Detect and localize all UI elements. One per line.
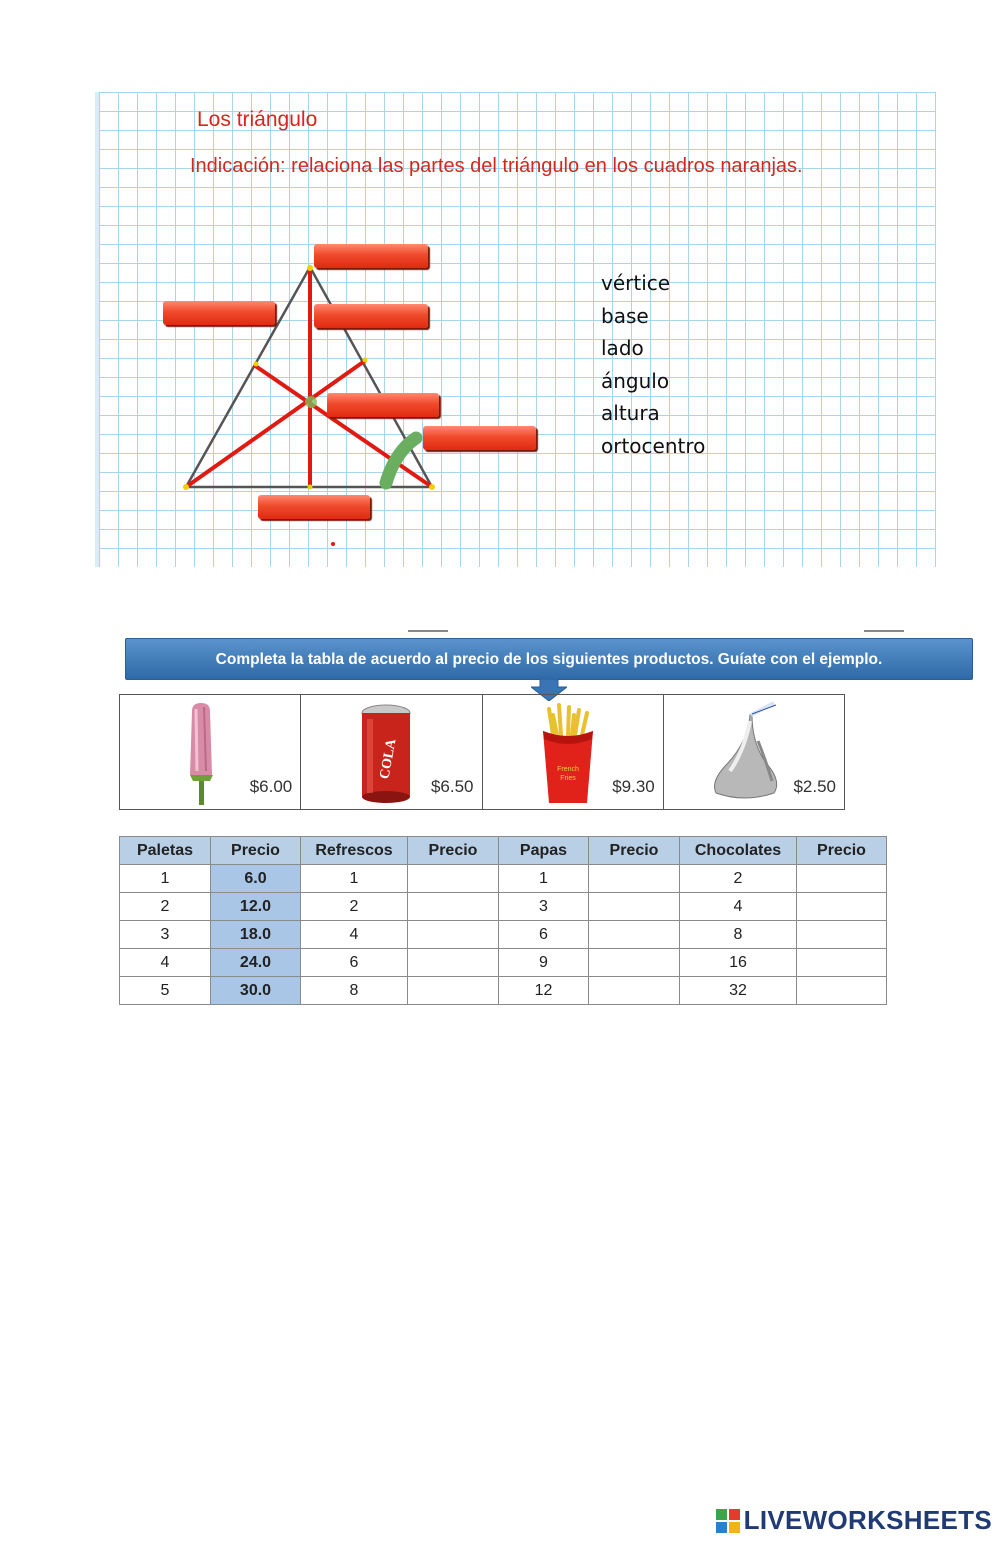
drop-box-1[interactable] [314, 244, 428, 268]
product-price: $9.30 [612, 777, 655, 796]
french-fries-icon [523, 701, 613, 805]
word-item[interactable]: ortocentro [601, 433, 706, 458]
brand-name: LIVEWORKSHEETS [743, 1505, 992, 1535]
drop-box-4[interactable] [327, 393, 439, 417]
table-row [120, 865, 887, 893]
example-price-cell: 18.0 [211, 921, 301, 949]
table-cell: 6 [301, 949, 408, 977]
table-cell: 2 [680, 865, 797, 893]
table-cell: 32 [680, 977, 797, 1005]
answer-cell[interactable] [589, 865, 680, 893]
table-row [120, 977, 887, 1005]
answer-cell[interactable] [408, 949, 499, 977]
answer-cell[interactable] [797, 865, 887, 893]
brand-footer [716, 1505, 992, 1536]
drop-box-3[interactable] [314, 304, 428, 328]
example-price-cell: 24.0 [211, 949, 301, 977]
header-cell: Papas [499, 837, 589, 865]
svg-text:Fries: Fries [559, 775, 576, 782]
drop-box-6[interactable] [258, 495, 370, 519]
table-cell: 3 [120, 921, 211, 949]
answer-cell[interactable] [797, 921, 887, 949]
banner-tick-left [408, 630, 448, 632]
popsicle-icon [160, 701, 250, 805]
price-table [119, 836, 887, 1005]
table-cell: 1 [301, 865, 408, 893]
answer-cell[interactable] [589, 949, 680, 977]
answer-cell[interactable] [589, 921, 680, 949]
table-cell: 2 [301, 893, 408, 921]
answer-cell[interactable] [408, 977, 499, 1005]
answer-cell[interactable] [408, 921, 499, 949]
product-price: $2.50 [793, 777, 836, 796]
svg-text:French: French [556, 766, 579, 773]
product-card [301, 695, 482, 809]
product-price: $6.50 [430, 777, 474, 796]
worksheet-title: Los triángulo [197, 108, 318, 131]
table-header-row [120, 837, 887, 865]
product-card [483, 695, 664, 809]
table-row [120, 893, 887, 921]
answer-cell[interactable] [589, 977, 680, 1005]
table-cell: 5 [120, 977, 211, 1005]
header-cell: Precio [589, 837, 680, 865]
products-strip [119, 694, 845, 810]
answer-cell[interactable] [797, 949, 887, 977]
soda-can-icon [341, 701, 431, 805]
banner-tick-right [864, 630, 904, 632]
svg-text:COLA: COLA [377, 737, 400, 781]
word-item[interactable]: vértice [601, 271, 671, 295]
table-cell: 1 [499, 865, 589, 893]
answer-cell[interactable] [589, 893, 680, 921]
answer-cell[interactable] [797, 893, 887, 921]
chocolate-kiss-icon [704, 701, 794, 805]
table-cell: 16 [680, 949, 797, 977]
answer-cell[interactable] [408, 865, 499, 893]
table-cell: 8 [301, 977, 408, 1005]
product-price: $6.00 [249, 777, 293, 796]
example-price-cell: 30.0 [211, 977, 301, 1005]
drop-box-5[interactable] [423, 426, 536, 450]
answer-cell[interactable] [797, 977, 887, 1005]
word-item[interactable]: lado [601, 336, 644, 360]
example-price-cell: 12.0 [211, 893, 301, 921]
word-item[interactable]: base [601, 303, 649, 328]
table-row [120, 949, 887, 977]
instruction-banner: Completa la tabla de acuerdo al precio de los siguientes productos. Guíate con el ejemplo. [125, 638, 973, 680]
table-cell: 4 [301, 921, 408, 949]
product-card [664, 695, 844, 809]
table-cell: 1 [120, 865, 211, 893]
word-bank [601, 268, 705, 463]
drop-box-2[interactable] [163, 301, 275, 325]
table-cell: 3 [499, 893, 589, 921]
table-cell: 6 [499, 921, 589, 949]
table-cell: 2 [120, 893, 211, 921]
header-cell: Precio [797, 837, 887, 865]
table-cell: 12 [499, 977, 589, 1005]
header-cell: Precio [408, 837, 499, 865]
table-row [120, 921, 887, 949]
header-cell: Paletas [120, 837, 211, 865]
worksheet-instruction: Indicación: relaciona las partes del triángulo en los cuadros naranjas. [190, 155, 803, 177]
table-cell: 4 [680, 893, 797, 921]
header-cell: Precio [211, 837, 301, 865]
product-card [120, 695, 301, 809]
word-item[interactable]: altura [601, 401, 660, 425]
header-cell: Chocolates [680, 837, 797, 865]
table-cell: 9 [499, 949, 589, 977]
liveworksheets-logo-icon [716, 1509, 740, 1533]
example-price-cell: 6.0 [211, 865, 301, 893]
header-cell: Refrescos [301, 837, 408, 865]
table-cell: 4 [120, 949, 211, 977]
word-item[interactable]: ángulo [601, 368, 670, 393]
answer-cell[interactable] [408, 893, 499, 921]
table-cell: 8 [680, 921, 797, 949]
